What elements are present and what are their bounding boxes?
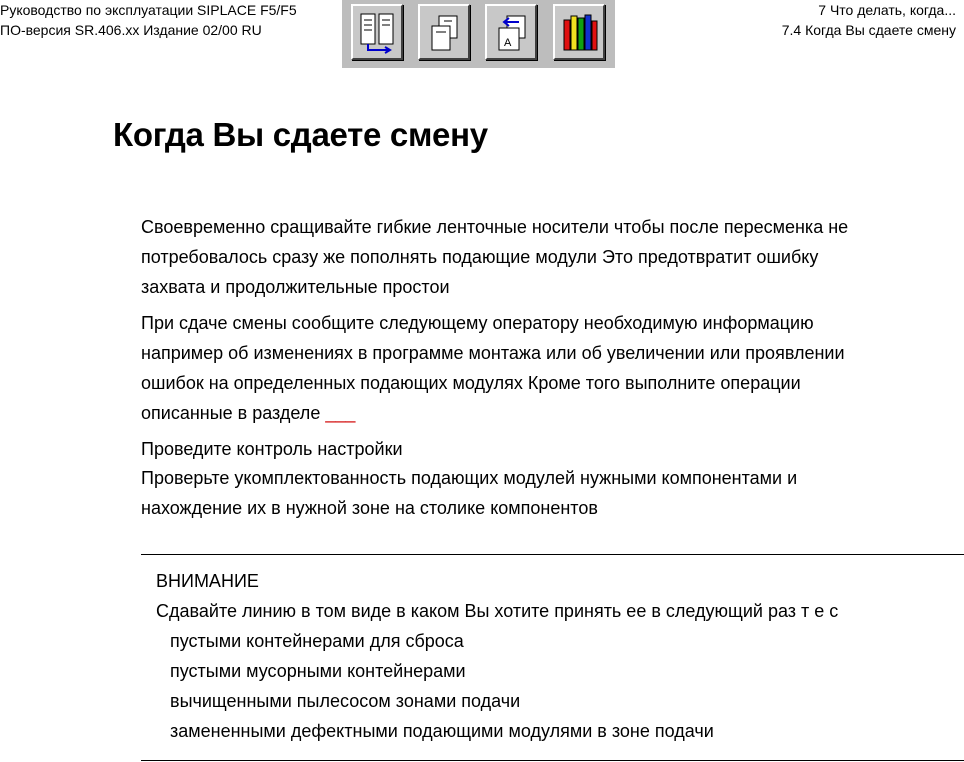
back-button[interactable] [485, 4, 537, 60]
paragraph-splicing [141, 212, 956, 302]
text-line: ошибок на определенных подающих модулях Кроме того выполните операции [141, 373, 801, 393]
text-line: Своевременно сращивайте гибкие ленточные носители чтобы после пересменка не [141, 217, 849, 237]
pages-icon [426, 12, 464, 54]
text-line: нахождение их в нужной зоне на столике компонентов [141, 498, 598, 518]
chapter-title: 7 Что делать, когда... [818, 2, 956, 18]
header-right [782, 0, 956, 40]
library-icon [561, 12, 599, 54]
text-line: Проведите контроль настройки [141, 439, 403, 459]
text-line: Проверьте укомплектованность подающих модулей нужными компонентами и [141, 468, 798, 488]
text-line: например об изменениях в программе монтажа или об увеличении или проявлении [141, 343, 845, 363]
notice-bottom-rule [141, 760, 964, 761]
notice-list [170, 626, 714, 746]
section-reference-link[interactable]: ___ [325, 403, 356, 423]
paragraph-feeder-check [141, 463, 956, 523]
svg-text:A: A [504, 37, 512, 49]
text-line [141, 398, 956, 428]
list-item: замененными дефектными подающими модулями в зоне подачи [170, 721, 714, 741]
notice-text: Сдавайте линию в том виде в каком Вы хотите принять ее в следующий раз т е с [156, 601, 839, 621]
list-item: пустыми мусорными контейнерами [170, 661, 466, 681]
notice-top-rule [141, 554, 964, 555]
contents-button[interactable] [351, 4, 403, 60]
pages-button[interactable] [418, 4, 470, 60]
navigation-toolbar [342, 0, 615, 68]
page-title: Когда Вы сдаете смену [113, 116, 488, 153]
list-item: пустыми контейнерами для сброса [170, 631, 464, 651]
list-item: вычищенными пылесосом зонами подачи [170, 691, 521, 711]
text-line: захвата и продолжительные простои [141, 277, 450, 297]
manual-title: Руководство по эксплуатации SIPLACE F5/F5 [0, 2, 297, 18]
text-line: При сдаче смены сообщите следующему оператору необходимую информацию [141, 313, 814, 333]
contents-icon [359, 12, 397, 54]
software-version: ПО-версия SR.406.xx Издание 02/00 RU [0, 22, 262, 38]
header-left [0, 0, 297, 40]
paragraph-setup-check [141, 434, 956, 464]
notice-title: ВНИМАНИЕ [156, 571, 259, 591]
paragraph-handover-info [141, 308, 956, 428]
text-fragment: описанные в разделе [141, 403, 326, 423]
text-line: потребовалось сразу же пополнять подающие модули Это предотвратит ошибку [141, 247, 819, 267]
back-icon [493, 12, 531, 54]
library-button[interactable] [553, 4, 605, 60]
section-title: 7.4 Когда Вы сдаете смену [781, 22, 956, 38]
